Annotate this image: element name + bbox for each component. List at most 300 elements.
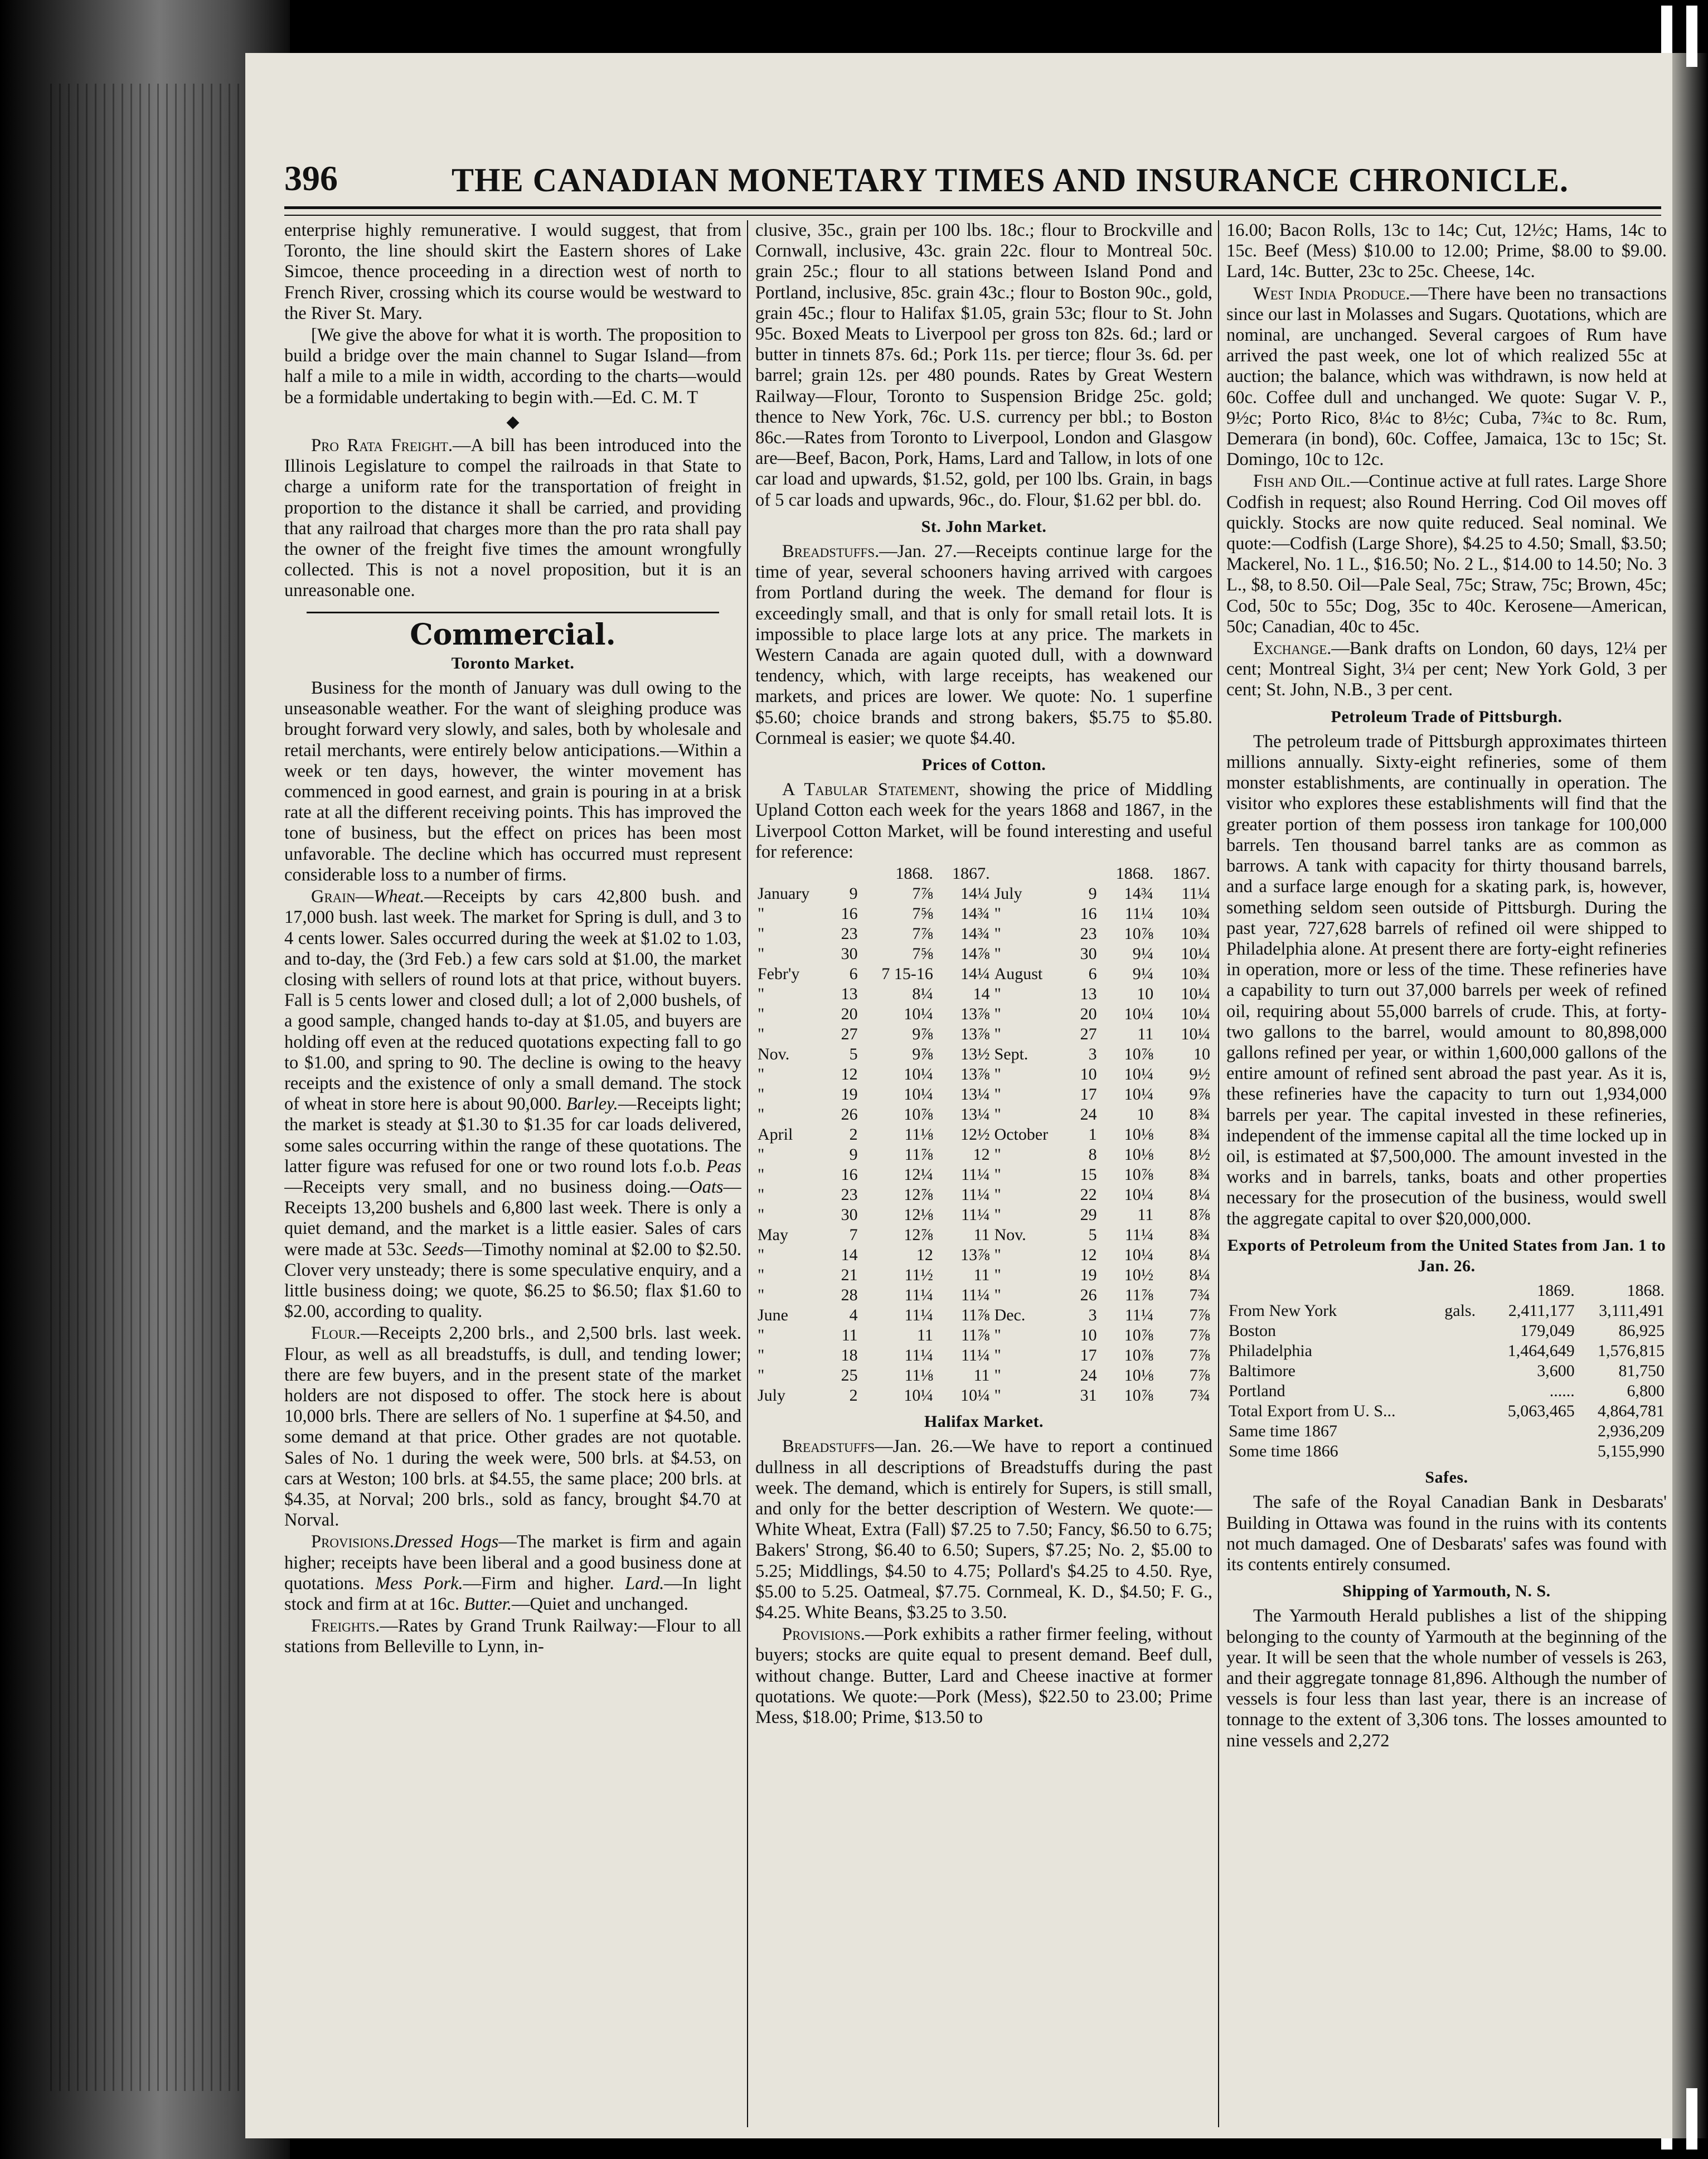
table-cell: 11¼: [1124, 1226, 1154, 1245]
table-cell: 7 15-16: [881, 965, 933, 984]
commercial-heading: Commercial.: [410, 617, 616, 652]
table-cell: 10¼: [1124, 1185, 1154, 1204]
table-cell: 12⅛: [904, 1206, 933, 1224]
table-cell: 10¼: [1181, 945, 1210, 964]
grain-heading: Grain—: [311, 887, 374, 907]
table-cell: ": [758, 1266, 765, 1285]
table-cell: 29: [1080, 1206, 1097, 1224]
table-cell: 13: [1080, 985, 1097, 1004]
table-cell: 7⅞: [1189, 1326, 1210, 1345]
exports-table: [1226, 1281, 1667, 1461]
table-cell: ": [758, 1326, 765, 1345]
table-row: [755, 924, 1212, 944]
table-cell: 10½: [1124, 1266, 1154, 1285]
table-cell: 3,111,491: [1599, 1301, 1665, 1320]
table-cell: 11¼: [961, 1185, 990, 1204]
table-cell: ": [758, 1065, 765, 1084]
table-row: [755, 944, 1212, 964]
table-cell: ": [758, 1185, 765, 1204]
total-row: [1226, 1401, 1667, 1421]
table-cell: ": [994, 1326, 1001, 1345]
table-row: [755, 1285, 1212, 1305]
table-cell: 3: [1088, 1045, 1097, 1064]
peas-text: —Receipts very small, and no business doing.—: [284, 1177, 690, 1197]
table-cell: 12¼: [904, 1165, 933, 1184]
column-rule-2: [1218, 220, 1219, 2127]
table-cell: Total Export from U. S...: [1229, 1402, 1396, 1421]
table-cell: ": [994, 1105, 1001, 1124]
oats-text: —Receipts 13,200 bushels and 6,800 last week. There is only a quiet demand, and the market is a little easier. Sales of cars were made at 53c.: [284, 1177, 741, 1260]
comparison-row: [1226, 1421, 1667, 1441]
table-cell: Philadelphia: [1229, 1342, 1312, 1361]
table-cell: 81,750: [1618, 1362, 1665, 1381]
halifax-breadstuffs-text: —Jan. 26.—We have to report a continued dullness in all descriptions of Breadstuffs during the past week. The demand, which is entirely for Supers, is still small, and only for the better description of Western. We quote:—White Wheat, Extra (Fall) $7.25 to 7.50; Fancy, $6.50 to 6.75; Bakers' Strong, $6.40 to 6.50; Supers, $7.25; No. 2, $5.00 to 5.25; Middlings, $4.50 to 4.75; Pollard's $4.25 to 4.50. Rye, $5.00 to 5.25. Oatmeal, $7.75. Cornmeal, K. D., $4.50; F. G., $4.25. White Beans, $3.25 to 3.50.: [755, 1436, 1212, 1623]
table-cell: 14¾: [960, 904, 990, 923]
freights-heading: Freights.: [311, 1616, 380, 1637]
petroleum-article: The petroleum trade of Pittsburgh approximates thirteen millions annually. Sixty-eight refineries, some of them monster establishments, are continually in operation. The visitor who explores these establishments will find that the greater portion of them possess iron tankage for 100,000 barrels. Ten thousand barrel tanks are as common as barrows. A tank with capacity for thirty thousand barrels, and a surface large enough for a skating park, is, however, something seldom seen outside of Pittsburgh. During the past year, 727,628 barrels of refined oil were shipped to Philadelphia alone. At present there are forty-eight refineries in operation, more or less of the time. These refineries have a capability to turn out 37,000 barrels per week of refined oil, requiring about 55,000 barrels of crude. This, at forty-two gallons to the barrel, would amount to 80,898,000 gallons refined per year, or within 1,600,000 gallons of the entire amount of refined sent abroad the past year. As it is, these refineries have the capacity to turn out 1,934,000 barrels per year. The capital invested in these refineries, independent of the immense capital all the time locked up in oil, is estimated at $7,500,000. The amount invested in the works and in barrels, tanks, boats and other properties necessary for the prosecution of the business, would swell the aggregate capital to over $20,000,000.: [1226, 731, 1667, 1229]
page-header: [284, 148, 1656, 215]
table-cell: Febr'y: [758, 965, 800, 984]
table-cell: 30: [841, 1206, 858, 1224]
butter-label: Butter.: [464, 1594, 512, 1614]
table-cell: 11¼: [904, 1346, 933, 1365]
table-cell: 18: [841, 1346, 858, 1365]
peas-label: Peas: [706, 1156, 741, 1177]
wheat-label: Wheat.: [373, 887, 425, 907]
table-cell: 12⅞: [904, 1226, 933, 1245]
table-cell: 24: [1080, 1105, 1097, 1124]
freights-report: [284, 1616, 741, 1657]
fish-oil-text: —Continue active at full rates. Large Shore Codfish in request; also Round Herring. Cod Oil moves off quickly. Stocks are now quite reduced. Seal nominal. We quote:—Codfish (Large Shore), $4.25 to 4.50; Small, $3.50; Mackerel, No. 1 L., $16.50; No. 2 L., $14.00 to 14.50; No. 3 L., $8, to 8.50. Oil—Pale Seal, 75c; Straw, 75c; Brown, 45c; Cod, 50c to 55c; Dog, 35c to 40c. Kerosene—American, 50c; Canadian, 40c to 45c.: [1226, 471, 1667, 637]
table-cell: 10¾: [1181, 924, 1210, 943]
table-cell: [1442, 1341, 1487, 1361]
table-row: [755, 1325, 1212, 1345]
table-cell: 7⅞: [1189, 1346, 1210, 1365]
table-cell: 7¾: [1189, 1286, 1210, 1305]
table-cell: Same time 1867: [1229, 1422, 1337, 1441]
table-cell: 10⅞: [1124, 924, 1154, 943]
table-cell: 31: [1080, 1386, 1097, 1405]
table-cell: 4: [849, 1306, 858, 1325]
table-cell: ": [758, 1085, 765, 1104]
table-cell: ": [994, 1185, 1001, 1204]
table-cell: July: [994, 884, 1022, 903]
halifax-provisions: [755, 1624, 1212, 1728]
table-cell: 8¼: [1189, 1185, 1210, 1204]
table-cell: Dec.: [994, 1306, 1026, 1325]
table-cell: 23: [841, 1185, 858, 1204]
table-cell: 6: [849, 965, 858, 984]
table-cell: 16: [841, 1165, 858, 1184]
table-cell: May: [758, 1226, 788, 1245]
table-cell: 10: [1080, 1065, 1097, 1084]
table-cell: 10: [1193, 1045, 1210, 1064]
editor-note: [We give the above for what it is worth. The proposition to build a bridge over the main channel to Sugar Island—from half a mile to a mile in width, according to the charts—would be a formidable undertaking to begin with.—Ed. C. M. T: [284, 325, 741, 408]
table-row: [755, 1366, 1212, 1386]
table-cell: ": [994, 1246, 1001, 1265]
column-rule-1: [747, 220, 748, 2127]
table-cell: 10¼: [904, 1085, 933, 1104]
table-row: [755, 1305, 1212, 1325]
barley-text: —Receipts light; the market is steady at $1.30 to $1.35 for car loads delivered, some sales occurring within the range of these quotations. The latter figure was refused for one or two round lots f.o.b.: [284, 1094, 741, 1177]
column-2: [755, 220, 1212, 2127]
table-header-row: [755, 864, 1212, 884]
table-cell: 9⅞: [912, 1025, 933, 1044]
table-cell: 86,925: [1618, 1321, 1665, 1340]
table-cell: 5: [1088, 1226, 1097, 1245]
table-header-cell: [1226, 1281, 1442, 1301]
table-cell: 10⅞: [1124, 1386, 1154, 1405]
cotton-intro: [755, 780, 1212, 863]
table-cell: 5,155,990: [1598, 1442, 1665, 1461]
flour-text: —Receipts 2,200 brls., and 2,500 brls. last week. Flour, as well as all breadstuffs, is dull, and tending lower; there are few buyers, and in the present state of the market holders are not disposed to offer. The stock here is about 10,000 brls. There are sellers of No. 1 superfine at $4.50, and some demand at that price. Other grades are not quotable. Sales of No. 1 during the week were, 500 brls. at $4.53, on cars at Weston; 100 brls. at $4.55, the same place; 200 brls. at $4.35, at Norval; 200 brls., sold as fancy, brought $4.70 at Norval.: [284, 1323, 741, 1531]
table-cell: 27: [841, 1025, 858, 1044]
table-cell: 7¾: [1189, 1386, 1210, 1405]
table-cell: 10¼: [904, 1386, 933, 1405]
table-cell: 13⅞: [960, 1246, 990, 1265]
table-cell: 11¼: [961, 1346, 990, 1365]
table-cell: gals.: [1444, 1301, 1476, 1320]
table-row: [755, 1185, 1212, 1205]
west-india-produce: [1226, 284, 1667, 471]
table-row: [755, 1145, 1212, 1165]
table-cell: 10⅞: [904, 1105, 933, 1124]
table-row: [755, 1245, 1212, 1265]
table-cell: 5,063,465: [1507, 1402, 1575, 1421]
table-cell: 12⅞: [904, 1185, 933, 1204]
st-john-breadstuffs-heading: Breadstuffs.: [782, 541, 880, 562]
table-row: [755, 1064, 1212, 1085]
table-header-row: [1226, 1281, 1667, 1301]
provisions-heading: Provisions.: [311, 1532, 394, 1552]
west-india-text: —There have been no transactions since our last in Molasses and Sugars. Quotations, which are nominal, are unchanged. Several cargoes of Rum have arrived the past week, one lot of which realized 55c at auction; the balance, which was withdrawn, is now held at 60c. Coffee dull and unchanged. We quote: Sugar V. P., 9½c; Porto Rico, 8¼c to 8½c; Cuba, 7¾c to 8c. Rum, Demerara (in bond), 60c. Coffee, Jamaica, 13c to 15c; St. Domingo, 10c to 12c.: [1226, 283, 1667, 470]
table-cell: ": [994, 1025, 1001, 1044]
cotton-intro-text: showing the price of Middling Upland Cotton each week for the years 1868 and 1867, in the Liverpool Cotton Market, will be found interesting and useful for reference:: [755, 780, 1212, 862]
table-row: [1226, 1361, 1667, 1381]
column-3: [1226, 220, 1667, 2127]
table-cell: Baltimore: [1229, 1362, 1295, 1381]
table-row: [755, 1085, 1212, 1105]
table-row: [755, 884, 1212, 904]
fish-oil-heading: Fish and Oil.: [1253, 471, 1351, 492]
table-cell: 11: [1137, 1025, 1154, 1044]
table-cell: 3,600: [1537, 1362, 1575, 1381]
barley-label: Barley.: [566, 1094, 618, 1115]
seeds-label: Seeds: [423, 1239, 464, 1260]
table-cell: 30: [1080, 945, 1097, 964]
table-cell: 19: [841, 1085, 858, 1104]
table-cell: ": [994, 924, 1001, 943]
table-row: [755, 1225, 1212, 1245]
provisions-continuation: 16.00; Bacon Rolls, 13c to 14c; Cut, 12½c; Hams, 14c to 15c. Beef (Mess) $10.00 to 12.00; Prime, $8.00 to $9.00. Lard, 14c. Butter, 23c to 25c. Cheese, 14c.: [1226, 220, 1667, 282]
table-cell: 9½: [1189, 1065, 1210, 1084]
table-cell: ": [758, 1025, 765, 1044]
table-cell: 10¼: [1124, 1246, 1154, 1265]
table-header-cell: [1070, 864, 1099, 884]
table-row: [755, 1125, 1212, 1145]
table-cell: 10¾: [1181, 904, 1210, 923]
table-row: [755, 1345, 1212, 1366]
table-cell: 17: [1080, 1085, 1097, 1104]
table-cell: 10: [1137, 1105, 1154, 1124]
pro-rata-article: [284, 435, 741, 602]
table-cell: 10⅛: [1124, 1366, 1154, 1385]
table-cell: 10¼: [1181, 1025, 1210, 1044]
st-john-breadstuffs: [755, 541, 1212, 749]
table-cell: 12½: [960, 1125, 990, 1144]
table-cell: 179,049: [1520, 1321, 1575, 1340]
table-cell: 10⅛: [1124, 1145, 1154, 1164]
table-cell: 5: [849, 1045, 858, 1064]
table-cell: 4,864,781: [1598, 1402, 1665, 1421]
table-cell: Portland: [1229, 1382, 1285, 1401]
table-cell: 15: [1080, 1165, 1097, 1184]
table-cell: From New York: [1229, 1301, 1337, 1320]
butter-text: —Quiet and unchanged.: [511, 1594, 688, 1614]
table-cell: 7⅝: [912, 904, 933, 923]
table-cell: 6: [1088, 965, 1097, 984]
table-cell: 1,464,649: [1507, 1342, 1575, 1361]
newspaper-page: [245, 53, 1672, 2138]
petroleum-heading: Petroleum Trade of Pittsburgh.: [1331, 707, 1563, 726]
table-cell: 30: [841, 945, 858, 964]
table-cell: ": [758, 1346, 765, 1365]
freights-text: —Rates by Grand Trunk Railway:—Flour to all stations from Belleville to Lynn, in-: [284, 1616, 741, 1657]
table-row: [755, 1205, 1212, 1225]
table-cell: 13⅞: [960, 1065, 990, 1084]
table-cell: 7⅞: [912, 884, 933, 903]
exports-heading: Exports of Petroleum from the United States from Jan. 1 to Jan. 26.: [1227, 1236, 1666, 1275]
table-cell: 25: [841, 1366, 858, 1385]
table-row: [1226, 1341, 1667, 1361]
table-cell: 8¼: [1189, 1246, 1210, 1265]
table-cell: [1442, 1321, 1487, 1341]
table-cell: 21: [841, 1266, 858, 1285]
table-row: [755, 1105, 1212, 1125]
table-cell: 11⅞: [961, 1306, 990, 1325]
table-cell: [1442, 1421, 1487, 1441]
table-cell: 11⅛: [904, 1125, 933, 1144]
table-cell: June: [758, 1306, 788, 1325]
exchange-text: —Bank drafts on London, 60 days, 12¼ per cent; Montreal Sight, 3¼ per cent; New York Gold, 3 per cent; St. John, N.B., 3 per cent.: [1226, 638, 1667, 700]
header-rule-thin: [284, 215, 1661, 216]
yarmouth-article: The Yarmouth Herald publishes a list of the shipping belonging to the county of Yarmouth at the beginning of the year. It will be seen that the whole number of vessels is 263, and their aggregate tonnage 81,896. Although the number of vessels is four less than last year, there is an increase of tonnage to the extent of 3,306 tons. The losses amounted to nine vessels and 2,272: [1226, 1606, 1667, 1751]
table-cell: 11⅞: [1124, 1286, 1154, 1305]
table-row: [755, 904, 1212, 924]
table-row: [1226, 1381, 1667, 1401]
table-cell: 11: [917, 1326, 933, 1345]
table-row: [755, 1044, 1212, 1064]
table-row: [755, 984, 1212, 1004]
table-cell: 11⅛: [904, 1366, 933, 1385]
table-cell: 11: [841, 1326, 858, 1345]
table-cell: Some time 1866: [1229, 1442, 1338, 1461]
table-cell: ": [758, 1286, 765, 1305]
freights-continuation: clusive, 35c., grain per 100 lbs. 18c.; flour to Brockville and Cornwall, inclusive, 43c. grain 22c. flour to Montreal 50c. grain 25c.; flour to all stations between Island Pond and Portland, inclusive, 85c. grain 43c.; flour to Boston 90c., gold, grain 45c.; flour to Halifax $1.05, grain 53c; flour to St. John 95c. Boxed Meats to Liverpool per gross ton 82s. 6d.; lard or butter in tinnets 87s. 6d.; Pork 11s. per tierce; flour 3s. 6d. per barrel; grain 12s. per 480 pounds. Rates by Great Western Railway—Flour, Toronto to Suspension Bridge 25c. gold; thence to New York, 76c. U.S. currency per bbl.; to Boston 86c.—Rates from Toronto to Liverpool, London and Glasgow are—Beef, Bacon, Pork, Hams, Lard and Tallow, in lots of one car load and upwards, $1.52, gold, per 100 lbs. Grain, in bags of 5 car loads and upwards, 96c., do. Flour, $1.62 per bbl. do.: [755, 220, 1212, 510]
table-cell: 10: [1080, 1326, 1097, 1345]
table-cell: 26: [841, 1105, 858, 1124]
table-cell: ": [994, 1266, 1001, 1285]
table-cell: 13: [841, 985, 858, 1004]
table-cell: 7⅞: [1189, 1306, 1210, 1325]
table-header-cell: 1868.: [895, 864, 933, 883]
table-cell: ": [994, 1065, 1001, 1084]
table-cell: 23: [841, 924, 858, 943]
table-cell: ": [758, 1165, 765, 1184]
table-cell: [1442, 1441, 1487, 1461]
table-cell: 13¼: [960, 1085, 990, 1104]
table-cell: 8½: [1189, 1145, 1210, 1164]
table-cell: 14¾: [1124, 884, 1154, 903]
table-cell: 13⅞: [960, 1005, 990, 1024]
film-mark-top-right: [1686, 6, 1697, 67]
table-cell: [1487, 1441, 1577, 1461]
table-cell: [1487, 1421, 1577, 1441]
oats-label: Oats: [689, 1177, 724, 1197]
safes-heading: Safes.: [1425, 1468, 1468, 1487]
table-cell: ": [994, 1085, 1001, 1104]
table-cell: 9⅞: [1189, 1085, 1210, 1104]
section-rule: [307, 612, 719, 613]
table-cell: ": [758, 985, 765, 1004]
table-cell: 10⅞: [1124, 1165, 1154, 1184]
table-cell: 13½: [960, 1045, 990, 1064]
table-cell: ": [994, 1145, 1001, 1164]
table-cell: 12: [916, 1246, 933, 1265]
table-cell: 10¼: [1181, 1005, 1210, 1024]
table-cell: 10¼: [1124, 1005, 1154, 1024]
pro-rata-text: —A bill has been introduced into the Illinois Legislature to compel the railroads in that State to charge a uniform rate for the transportation of freight in proportion to the distance it shall be carried, and providing that any railroad that charges more than the pro rata shall pay the owner of the freight five times the amount wrongfully collected. This is not a novel proposition, but it is an unreasonable one.: [284, 435, 741, 601]
lard-text: —In light stock and firm at at 16c.: [284, 1573, 741, 1614]
hogs-label: Dressed Hogs: [394, 1532, 499, 1552]
provisions-report: [284, 1532, 741, 1615]
cotton-intro-lead: A Tabular Statement,: [782, 780, 959, 800]
mess-pork-label: Mess Pork.: [375, 1573, 463, 1594]
table-cell: Nov.: [758, 1045, 790, 1064]
halifax-breadstuffs: [755, 1436, 1212, 1623]
table-row: [755, 964, 1212, 984]
safes-article: The safe of the Royal Canadian Bank in Desbarats' Building in Ottawa was found in the ruins with its contents not much damaged. One of Desbarats' safes was found with its contents entirely consumed.: [1226, 1492, 1667, 1575]
table-cell: 8¾: [1189, 1125, 1210, 1144]
table-cell: 8¼: [1189, 1266, 1210, 1285]
table-cell: 20: [1080, 1005, 1097, 1024]
table-header-cell: [831, 864, 860, 884]
table-cell: 8: [1088, 1145, 1097, 1164]
table-cell: 14¼: [960, 884, 990, 903]
table-cell: 2: [849, 1386, 858, 1405]
table-cell: 16: [1080, 904, 1097, 923]
table-cell: ": [758, 1005, 765, 1024]
table-cell: April: [758, 1125, 793, 1144]
table-cell: ": [758, 1366, 765, 1385]
table-row: [755, 1004, 1212, 1024]
table-cell: 10¼: [1124, 1085, 1154, 1104]
table-cell: 8¾: [1189, 1105, 1210, 1124]
west-india-heading: West India Produce.: [1253, 283, 1410, 304]
table-cell: ": [994, 1346, 1001, 1365]
table-cell: ": [994, 904, 1001, 923]
comparison-row: [1226, 1441, 1667, 1461]
table-cell: 8¼: [912, 985, 933, 1004]
table-header-cell: 1867.: [1172, 864, 1210, 883]
table-cell: 20: [841, 1005, 858, 1024]
column-1: [284, 220, 741, 2127]
flour-report: [284, 1323, 741, 1531]
table-cell: 11: [973, 1366, 990, 1385]
table-row: [755, 1386, 1212, 1406]
table-cell: [1442, 1361, 1487, 1381]
page-edges: [50, 84, 262, 2091]
table-cell: 27: [1080, 1025, 1097, 1044]
yarmouth-heading: Shipping of Yarmouth, N. S.: [1342, 1582, 1551, 1601]
table-cell: 2,936,209: [1598, 1422, 1665, 1441]
table-cell: 7⅝: [912, 945, 933, 964]
table-cell: 11: [973, 1266, 990, 1285]
table-cell: 11¼: [961, 1206, 990, 1224]
page-gutter-shadow: [1667, 53, 1708, 2138]
table-cell: ": [758, 1206, 765, 1224]
table-cell: 14⅞: [960, 945, 990, 964]
table-cell: ": [758, 1105, 765, 1124]
page-number: 396: [284, 158, 338, 198]
header-rule-thick: [284, 206, 1661, 209]
hogs-text: —The market is firm and again higher; receipts have been liberal and a good business done at quotations.: [284, 1532, 741, 1594]
table-cell: 12: [841, 1065, 858, 1084]
table-cell: 12: [1080, 1246, 1097, 1265]
table-cell: 10¼: [904, 1065, 933, 1084]
table-cell: 2: [849, 1125, 858, 1144]
table-cell: ": [994, 1366, 1001, 1385]
table-cell: 13¼: [960, 1105, 990, 1124]
page-header-title: THE CANADIAN MONETARY TIMES AND INSURANCE CHRONICLE.: [452, 162, 1569, 199]
table-cell: 10⅞: [1124, 1045, 1154, 1064]
table-cell: 9¼: [1132, 965, 1154, 984]
table-cell: ": [994, 945, 1001, 964]
table-cell: 11¼: [1124, 1306, 1154, 1325]
table-header-cell: 1869.: [1537, 1281, 1575, 1300]
table-cell: 11¼: [904, 1306, 933, 1325]
table-cell: 22: [1080, 1185, 1097, 1204]
exchange-heading: Exchange.: [1253, 638, 1332, 659]
table-cell: 9: [1088, 884, 1097, 903]
table-cell: 13⅞: [960, 1025, 990, 1044]
table-cell: 7: [849, 1226, 858, 1245]
table-cell: 11¼: [904, 1286, 933, 1305]
table-cell: 8⅞: [1189, 1206, 1210, 1224]
table-cell: 8¾: [1189, 1226, 1210, 1245]
table-cell: 7⅞: [1189, 1366, 1210, 1385]
table-cell: 14¾: [960, 924, 990, 943]
table-cell: 11¼: [961, 1286, 990, 1305]
table-cell: 6,800: [1627, 1382, 1665, 1401]
pro-rata-heading: Pro Rata Freight.: [311, 435, 453, 456]
table-cell: 11⅞: [904, 1145, 933, 1164]
table-row: [755, 1165, 1212, 1185]
table-header-cell: [1442, 1281, 1487, 1301]
table-cell: 26: [1080, 1286, 1097, 1305]
table-cell: ": [758, 1145, 765, 1164]
table-cell: October: [994, 1125, 1049, 1144]
table-cell: 19: [1080, 1266, 1097, 1285]
st-john-market-heading: St. John Market.: [921, 517, 1047, 536]
table-row: [1226, 1301, 1667, 1321]
toronto-market-heading: Toronto Market.: [451, 653, 575, 672]
table-cell: 2,411,177: [1508, 1301, 1575, 1320]
table-cell: 17: [1080, 1346, 1097, 1365]
table-cell: 10: [1137, 985, 1154, 1004]
table-cell: ": [758, 945, 765, 964]
table-cell: 14¼: [960, 965, 990, 984]
